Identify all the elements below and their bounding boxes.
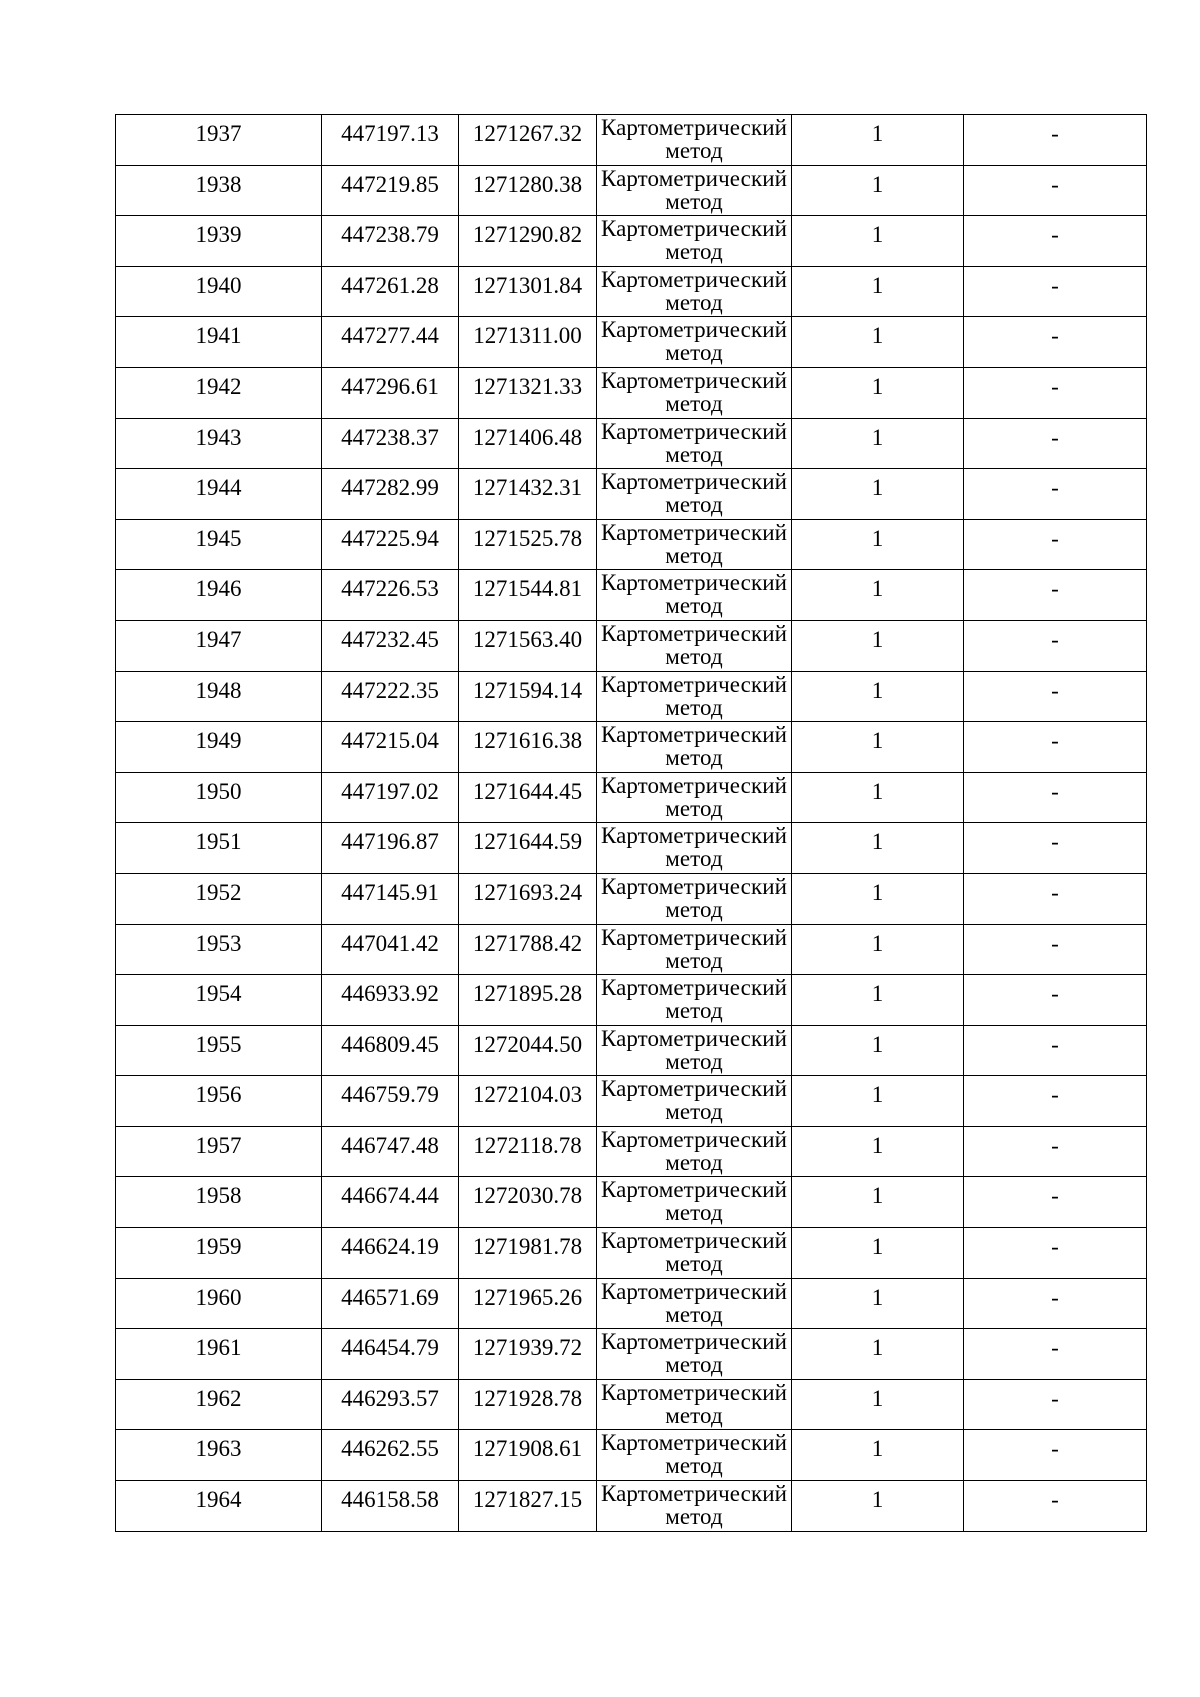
method-cell <box>597 570 792 621</box>
y-coordinate-cell: 1271280.38 <box>459 165 597 216</box>
accuracy-cell: 1 <box>792 924 964 975</box>
point-number-cell: 1954 <box>116 975 322 1026</box>
note-cell: - <box>964 469 1147 520</box>
accuracy-cell: 1 <box>792 570 964 621</box>
x-coordinate-cell: 447296.61 <box>322 367 459 418</box>
x-coordinate-cell: 446158.58 <box>322 1481 459 1532</box>
table-row <box>116 1228 1147 1279</box>
method-text-line1: Картометрический <box>600 418 788 444</box>
method-text-line2: метод <box>665 1149 723 1175</box>
point-number-cell: 1961 <box>116 1329 322 1380</box>
table-row <box>116 418 1147 469</box>
method-text-line1: Картометрический <box>600 367 788 393</box>
table-row <box>116 115 1147 166</box>
x-coordinate-cell: 447238.37 <box>322 418 459 469</box>
note-cell: - <box>964 823 1147 874</box>
method-cell <box>597 469 792 520</box>
point-number-cell: 1941 <box>116 317 322 368</box>
method-cell <box>597 165 792 216</box>
method-text-line2: метод <box>665 289 723 315</box>
point-number-cell: 1946 <box>116 570 322 621</box>
point-number-cell: 1949 <box>116 722 322 773</box>
x-coordinate-cell: 447197.02 <box>322 772 459 823</box>
note-cell: - <box>964 115 1147 166</box>
note-cell: - <box>964 317 1147 368</box>
point-number-cell: 1950 <box>116 772 322 823</box>
method-cell <box>597 1025 792 1076</box>
method-text-line1: Картометрический <box>600 722 788 748</box>
method-text-line2: метод <box>665 795 723 821</box>
method-text-line2: метод <box>665 643 723 669</box>
table-row <box>116 975 1147 1026</box>
method-text-line1: Картометрический <box>600 115 788 140</box>
note-cell: - <box>964 671 1147 722</box>
method-cell <box>597 115 792 166</box>
table-row <box>116 722 1147 773</box>
table-row <box>116 671 1147 722</box>
table-row <box>116 367 1147 418</box>
table-row <box>116 1379 1147 1430</box>
point-number-cell: 1964 <box>116 1481 322 1532</box>
accuracy-cell: 1 <box>792 469 964 520</box>
method-text-line2: метод <box>665 745 723 771</box>
accuracy-cell: 1 <box>792 165 964 216</box>
method-text-line1: Картометрический <box>600 1278 788 1304</box>
accuracy-cell: 1 <box>792 1278 964 1329</box>
point-number-cell: 1942 <box>116 367 322 418</box>
method-text-line2: метод <box>665 1453 723 1479</box>
y-coordinate-cell: 1271525.78 <box>459 519 597 570</box>
method-text-line1: Картометрический <box>600 924 788 950</box>
note-cell: - <box>964 1126 1147 1177</box>
y-coordinate-cell: 1271267.32 <box>459 115 597 166</box>
point-number-cell: 1947 <box>116 620 322 671</box>
method-text-line2: метод <box>665 1048 723 1074</box>
method-cell <box>597 1177 792 1228</box>
x-coordinate-cell: 447277.44 <box>322 317 459 368</box>
method-cell <box>597 823 792 874</box>
accuracy-cell: 1 <box>792 873 964 924</box>
coordinates-table-body <box>116 115 1147 1532</box>
y-coordinate-cell: 1271827.15 <box>459 1481 597 1532</box>
x-coordinate-cell: 447215.04 <box>322 722 459 773</box>
note-cell: - <box>964 1379 1147 1430</box>
point-number-cell: 1937 <box>116 115 322 166</box>
note-cell: - <box>964 1278 1147 1329</box>
accuracy-cell: 1 <box>792 1329 964 1380</box>
y-coordinate-cell: 1271563.40 <box>459 620 597 671</box>
point-number-cell: 1944 <box>116 469 322 520</box>
method-cell <box>597 1430 792 1481</box>
point-number-cell: 1958 <box>116 1177 322 1228</box>
method-text-line1: Картометрический <box>600 519 788 545</box>
method-cell <box>597 216 792 267</box>
method-cell <box>597 317 792 368</box>
table-row <box>116 519 1147 570</box>
method-text-line2: метод <box>665 1301 723 1327</box>
method-text-line1: Картометрический <box>600 772 788 798</box>
note-cell: - <box>964 266 1147 317</box>
accuracy-cell: 1 <box>792 1126 964 1177</box>
point-number-cell: 1945 <box>116 519 322 570</box>
accuracy-cell: 1 <box>792 1025 964 1076</box>
note-cell: - <box>964 722 1147 773</box>
point-number-cell: 1939 <box>116 216 322 267</box>
method-text-line2: метод <box>665 1099 723 1125</box>
table-row <box>116 924 1147 975</box>
table-row <box>116 216 1147 267</box>
table-row <box>116 620 1147 671</box>
y-coordinate-cell: 1271321.33 <box>459 367 597 418</box>
x-coordinate-cell: 446454.79 <box>322 1329 459 1380</box>
accuracy-cell: 1 <box>792 317 964 368</box>
point-number-cell: 1956 <box>116 1076 322 1127</box>
accuracy-cell: 1 <box>792 367 964 418</box>
accuracy-cell: 1 <box>792 1481 964 1532</box>
table-row <box>116 1126 1147 1177</box>
x-coordinate-cell: 446262.55 <box>322 1430 459 1481</box>
x-coordinate-cell: 446809.45 <box>322 1025 459 1076</box>
x-coordinate-cell: 447226.53 <box>322 570 459 621</box>
method-text-line1: Картометрический <box>600 1430 788 1456</box>
method-text-line1: Картометрический <box>600 1177 788 1203</box>
method-text-line2: метод <box>665 441 723 467</box>
table-row <box>116 772 1147 823</box>
method-cell <box>597 873 792 924</box>
method-cell <box>597 1126 792 1177</box>
accuracy-cell: 1 <box>792 772 964 823</box>
method-text-line2: метод <box>665 1200 723 1226</box>
method-text-line1: Картометрический <box>600 1076 788 1102</box>
x-coordinate-cell: 447219.85 <box>322 165 459 216</box>
method-cell <box>597 418 792 469</box>
method-cell <box>597 266 792 317</box>
y-coordinate-cell: 1271928.78 <box>459 1379 597 1430</box>
method-cell <box>597 975 792 1026</box>
y-coordinate-cell: 1271895.28 <box>459 975 597 1026</box>
method-text-line2: метод <box>665 239 723 265</box>
method-text-line2: метод <box>665 188 723 214</box>
x-coordinate-cell: 447197.13 <box>322 115 459 166</box>
point-number-cell: 1960 <box>116 1278 322 1329</box>
method-text-line1: Картометрический <box>600 1481 788 1507</box>
method-text-line1: Картометрический <box>600 671 788 697</box>
x-coordinate-cell: 447232.45 <box>322 620 459 671</box>
method-text-line2: метод <box>665 947 723 973</box>
note-cell: - <box>964 1481 1147 1532</box>
note-cell: - <box>964 975 1147 1026</box>
table-row <box>116 823 1147 874</box>
note-cell: - <box>964 620 1147 671</box>
method-cell <box>597 1278 792 1329</box>
note-cell: - <box>964 1430 1147 1481</box>
coordinates-table <box>115 114 1147 1532</box>
y-coordinate-cell: 1271693.24 <box>459 873 597 924</box>
x-coordinate-cell: 447261.28 <box>322 266 459 317</box>
y-coordinate-cell: 1272030.78 <box>459 1177 597 1228</box>
accuracy-cell: 1 <box>792 1076 964 1127</box>
method-text-line2: метод <box>665 542 723 568</box>
x-coordinate-cell: 447282.99 <box>322 469 459 520</box>
point-number-cell: 1957 <box>116 1126 322 1177</box>
method-text-line2: метод <box>665 1402 723 1428</box>
accuracy-cell: 1 <box>792 216 964 267</box>
accuracy-cell: 1 <box>792 975 964 1026</box>
y-coordinate-cell: 1271644.59 <box>459 823 597 874</box>
note-cell: - <box>964 1076 1147 1127</box>
note-cell: - <box>964 772 1147 823</box>
method-text-line1: Картометрический <box>600 165 788 191</box>
point-number-cell: 1962 <box>116 1379 322 1430</box>
method-text-line1: Картометрический <box>600 823 788 849</box>
method-text-line1: Картометрический <box>600 266 788 292</box>
x-coordinate-cell: 447225.94 <box>322 519 459 570</box>
x-coordinate-cell: 446933.92 <box>322 975 459 1026</box>
point-number-cell: 1959 <box>116 1228 322 1279</box>
accuracy-cell: 1 <box>792 620 964 671</box>
table-row <box>116 1481 1147 1532</box>
point-number-cell: 1948 <box>116 671 322 722</box>
note-cell: - <box>964 367 1147 418</box>
method-text-line1: Картометрический <box>600 469 788 495</box>
x-coordinate-cell: 447041.42 <box>322 924 459 975</box>
y-coordinate-cell: 1271301.84 <box>459 266 597 317</box>
accuracy-cell: 1 <box>792 418 964 469</box>
table-row <box>116 570 1147 621</box>
method-text-line1: Картометрический <box>600 1329 788 1355</box>
method-cell <box>597 1329 792 1380</box>
method-text-line2: метод <box>665 998 723 1024</box>
accuracy-cell: 1 <box>792 115 964 166</box>
accuracy-cell: 1 <box>792 1228 964 1279</box>
accuracy-cell: 1 <box>792 1430 964 1481</box>
y-coordinate-cell: 1272104.03 <box>459 1076 597 1127</box>
method-cell <box>597 772 792 823</box>
note-cell: - <box>964 519 1147 570</box>
y-coordinate-cell: 1271616.38 <box>459 722 597 773</box>
method-text-line1: Картометрический <box>600 570 788 596</box>
x-coordinate-cell: 446571.69 <box>322 1278 459 1329</box>
method-text-line1: Картометрический <box>600 620 788 646</box>
point-number-cell: 1940 <box>116 266 322 317</box>
method-cell <box>597 1481 792 1532</box>
x-coordinate-cell: 447145.91 <box>322 873 459 924</box>
method-cell <box>597 671 792 722</box>
accuracy-cell: 1 <box>792 519 964 570</box>
point-number-cell: 1963 <box>116 1430 322 1481</box>
method-text-line2: метод <box>665 138 723 163</box>
method-text-line2: метод <box>665 1352 723 1378</box>
y-coordinate-cell: 1271311.00 <box>459 317 597 368</box>
method-text-line1: Картометрический <box>600 1228 788 1254</box>
point-number-cell: 1953 <box>116 924 322 975</box>
accuracy-cell: 1 <box>792 266 964 317</box>
point-number-cell: 1951 <box>116 823 322 874</box>
note-cell: - <box>964 1329 1147 1380</box>
y-coordinate-cell: 1271644.45 <box>459 772 597 823</box>
note-cell: - <box>964 1177 1147 1228</box>
point-number-cell: 1943 <box>116 418 322 469</box>
y-coordinate-cell: 1271965.26 <box>459 1278 597 1329</box>
method-cell <box>597 1228 792 1279</box>
y-coordinate-cell: 1271594.14 <box>459 671 597 722</box>
method-cell <box>597 367 792 418</box>
y-coordinate-cell: 1271981.78 <box>459 1228 597 1279</box>
accuracy-cell: 1 <box>792 671 964 722</box>
method-cell <box>597 620 792 671</box>
y-coordinate-cell: 1272044.50 <box>459 1025 597 1076</box>
method-text-line2: метод <box>665 1251 723 1277</box>
method-cell <box>597 1379 792 1430</box>
table-row <box>116 165 1147 216</box>
table-row <box>116 1076 1147 1127</box>
x-coordinate-cell: 446293.57 <box>322 1379 459 1430</box>
accuracy-cell: 1 <box>792 1379 964 1430</box>
method-text-line1: Картометрический <box>600 1379 788 1405</box>
method-text-line1: Картометрический <box>600 216 788 242</box>
x-coordinate-cell: 446624.19 <box>322 1228 459 1279</box>
method-text-line1: Картометрический <box>600 1025 788 1051</box>
x-coordinate-cell: 447196.87 <box>322 823 459 874</box>
note-cell: - <box>964 216 1147 267</box>
table-row <box>116 469 1147 520</box>
y-coordinate-cell: 1271788.42 <box>459 924 597 975</box>
table-row <box>116 266 1147 317</box>
method-text-line1: Картометрический <box>600 873 788 899</box>
accuracy-cell: 1 <box>792 1177 964 1228</box>
method-text-line1: Картометрический <box>600 317 788 343</box>
table-row <box>116 873 1147 924</box>
method-text-line2: метод <box>665 593 723 619</box>
note-cell: - <box>964 1228 1147 1279</box>
accuracy-cell: 1 <box>792 823 964 874</box>
method-text-line2: метод <box>665 390 723 416</box>
method-text-line2: метод <box>665 896 723 922</box>
table-row <box>116 1430 1147 1481</box>
method-text-line2: метод <box>665 694 723 720</box>
method-text-line2: метод <box>665 492 723 518</box>
note-cell: - <box>964 570 1147 621</box>
table-row <box>116 1177 1147 1228</box>
method-text-line1: Картометрический <box>600 975 788 1001</box>
table-row <box>116 1329 1147 1380</box>
point-number-cell: 1955 <box>116 1025 322 1076</box>
method-text-line2: метод <box>665 340 723 366</box>
note-cell: - <box>964 873 1147 924</box>
table-row <box>116 1278 1147 1329</box>
x-coordinate-cell: 447222.35 <box>322 671 459 722</box>
point-number-cell: 1952 <box>116 873 322 924</box>
y-coordinate-cell: 1271432.31 <box>459 469 597 520</box>
note-cell: - <box>964 418 1147 469</box>
y-coordinate-cell: 1271406.48 <box>459 418 597 469</box>
table-row <box>116 1025 1147 1076</box>
x-coordinate-cell: 446674.44 <box>322 1177 459 1228</box>
note-cell: - <box>964 165 1147 216</box>
y-coordinate-cell: 1271908.61 <box>459 1430 597 1481</box>
method-cell <box>597 1076 792 1127</box>
y-coordinate-cell: 1271544.81 <box>459 570 597 621</box>
accuracy-cell: 1 <box>792 722 964 773</box>
method-text-line2: метод <box>665 846 723 872</box>
y-coordinate-cell: 1271939.72 <box>459 1329 597 1380</box>
method-cell <box>597 722 792 773</box>
method-text-line1: Картометрический <box>600 1126 788 1152</box>
note-cell: - <box>964 924 1147 975</box>
y-coordinate-cell: 1271290.82 <box>459 216 597 267</box>
y-coordinate-cell: 1272118.78 <box>459 1126 597 1177</box>
table-row <box>116 317 1147 368</box>
method-text-line2: метод <box>665 1504 723 1530</box>
note-cell: - <box>964 1025 1147 1076</box>
x-coordinate-cell: 447238.79 <box>322 216 459 267</box>
method-cell <box>597 519 792 570</box>
point-number-cell: 1938 <box>116 165 322 216</box>
x-coordinate-cell: 446759.79 <box>322 1076 459 1127</box>
method-cell <box>597 924 792 975</box>
x-coordinate-cell: 446747.48 <box>322 1126 459 1177</box>
